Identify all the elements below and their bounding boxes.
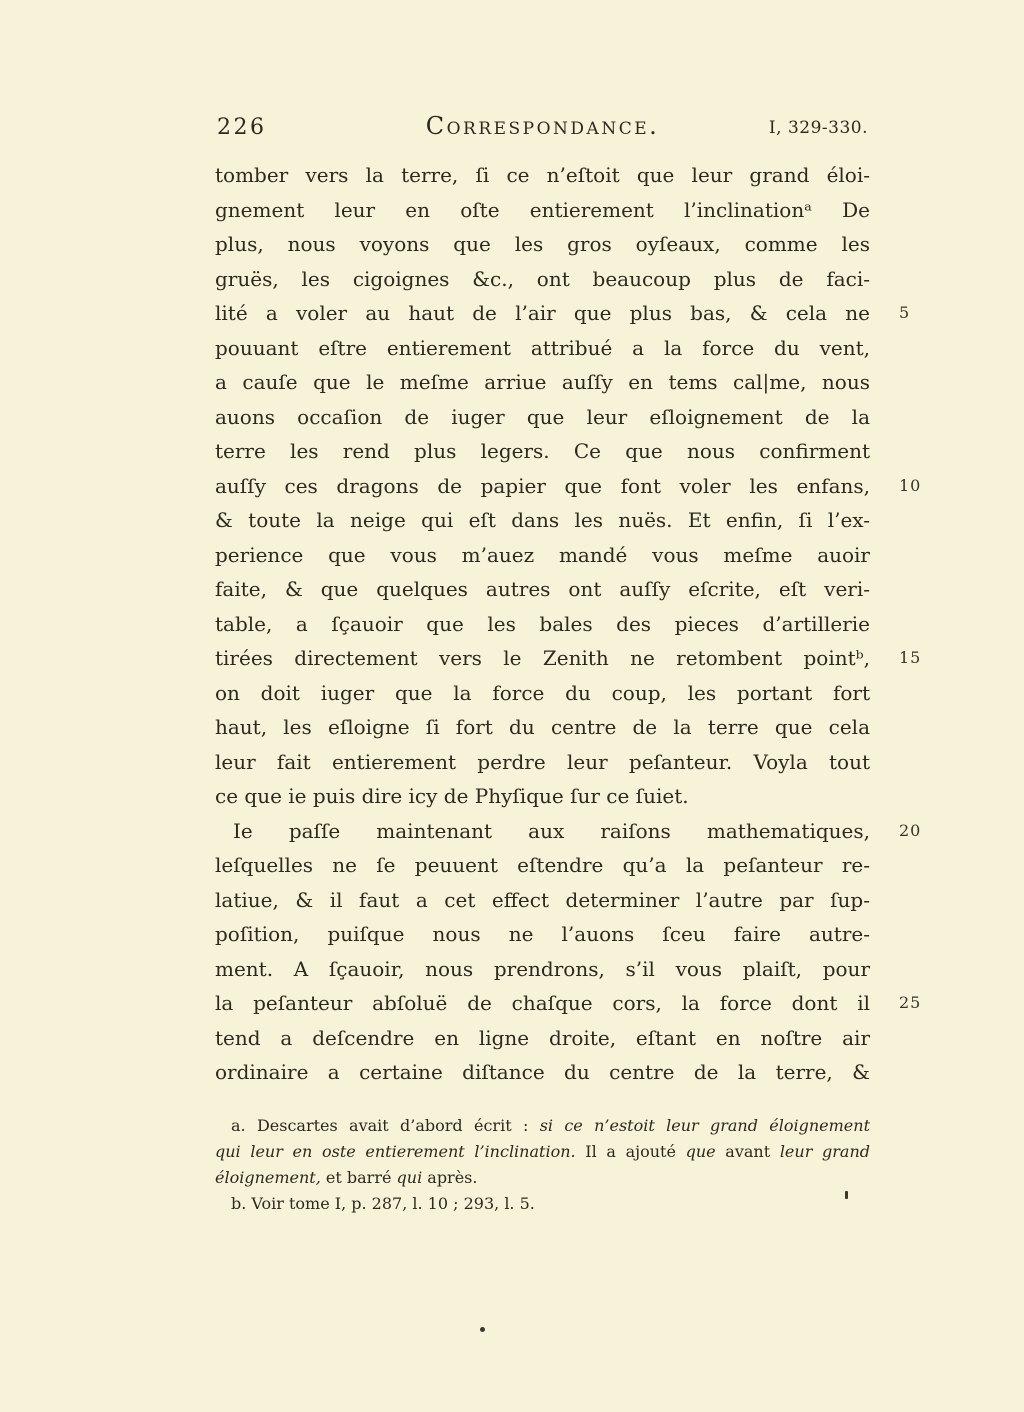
body-line: gruës, les cigoignes &c., ont beaucoup plus de faci- <box>215 266 870 291</box>
footnote-text: et barré <box>320 1168 397 1187</box>
footnote-line-a <box>215 1165 870 1191</box>
margin-line-number: 25 <box>899 993 922 1012</box>
body-line: ment. A ſçauoir, nous prendrons, s’il vous plaiſt, pour <box>215 956 870 981</box>
running-header <box>215 110 870 148</box>
body-line: a cauſe que le meſme arriue auſſy en tems cal|me, nous <box>215 370 870 394</box>
body-line: pouuant eſtre entierement attribué a la force du vent, <box>215 335 870 360</box>
running-title: Correspondance. <box>425 112 660 140</box>
footnote-italic-text: leur grand <box>779 1142 870 1161</box>
body-line: & toute la neige qui eſt dans les nuës. Et enfin, ſi l’ex- <box>215 508 870 532</box>
body-line: ce que ie puis dire icy de Phyſique ſur ce ſuiet. <box>215 784 689 808</box>
footnote-italic-text: qui leur en oste entierement l’inclination. <box>215 1142 576 1161</box>
body-line: faite, & que quelques autres ont auſſy eſcrite, eſt veri- <box>215 577 870 601</box>
body-line: latiue, & il faut a cet effect determiner l’autre par ſup- <box>215 887 870 912</box>
body-line: terre les rend plus legers. Ce que nous confirment <box>215 439 870 463</box>
body-line: tirées directement vers le Zenith ne retombent pointᵇ, 15 <box>215 641 870 676</box>
body-line: la peſanteur abſoluë de chaſque cors, la force dont il 25 <box>215 986 870 1021</box>
footnote-text: Il a ajouté <box>575 1142 686 1161</box>
body-line: tomber vers la terre, ſi ce n’eſtoit que leur grand éloi- <box>215 163 870 187</box>
footnote-italic-text: qui <box>396 1168 423 1187</box>
footnote-text: b. Voir tome I, p. 287, l. 10 ; 293, l. 5. <box>231 1194 535 1213</box>
body-line: gnement leur en oſte entierement l’inclinationᵃ De <box>215 197 870 222</box>
body-line: auſſy ces dragons de papier que font voler les enfans, 10 <box>215 469 870 504</box>
footnotes <box>215 1113 870 1217</box>
body-line: leſquelles ne ſe peuuent eſtendre qu’a la peſanteur re- <box>215 853 870 877</box>
body-line: Ie paſſe maintenant aux raiſons mathematiques, 20 <box>215 814 870 849</box>
body-line: on doit iuger que la force du coup, les portant fort <box>215 680 870 705</box>
body-line: tend a deſcendre en ligne droite, eſtant en noſtre air <box>215 1025 870 1050</box>
body-line: lité a voler au haut de l’air que plus bas, & cela ne 5 <box>215 296 870 331</box>
margin-line-number: 5 <box>899 303 911 322</box>
body-line: poſition, puiſque nous ne l’auons ſceu faire autre- <box>215 922 870 946</box>
volume-page-reference: I, 329-330. <box>768 118 868 138</box>
body-line: auons occaſion de iuger que leur eſloignement de la <box>215 404 870 429</box>
body-line: haut, les eſloigne ſi fort du centre de la terre que cela <box>215 715 870 739</box>
footnote-line-b <box>215 1191 870 1217</box>
footnote-text: a. Descartes avait d’abord écrit : <box>231 1116 540 1135</box>
footnote-line-a <box>215 1113 870 1139</box>
body-line: perience que vous m’auez mandé vous meſme auoir <box>215 542 870 567</box>
ink-speck <box>845 1191 848 1199</box>
footnote-text: après. <box>422 1168 478 1187</box>
body-line: plus, nous voyons que les gros oyſeaux, comme les <box>215 232 870 256</box>
footnote-italic-text: si ce n’estoit leur grand éloignement <box>539 1116 871 1135</box>
body-line: ordinaire a certaine diſtance du centre de la terre, & <box>215 1060 870 1084</box>
margin-line-number: 10 <box>899 475 922 495</box>
body-line: table, a ſçauoir que les bales des pieces d’artillerie <box>215 611 870 636</box>
body-line: leur fait entierement perdre leur peſanteur. Voyla tout <box>215 749 870 774</box>
footnote-italic-text: que <box>685 1142 716 1161</box>
margin-line-number: 20 <box>899 820 922 840</box>
page-number: 226 <box>217 115 267 140</box>
body-text <box>215 158 922 1090</box>
ink-speck <box>480 1327 485 1332</box>
margin-line-number: 15 <box>899 648 922 667</box>
footnote-line-a <box>215 1139 870 1165</box>
footnote-text: avant <box>715 1142 780 1161</box>
footnote-italic-text: éloignement, <box>215 1168 321 1187</box>
